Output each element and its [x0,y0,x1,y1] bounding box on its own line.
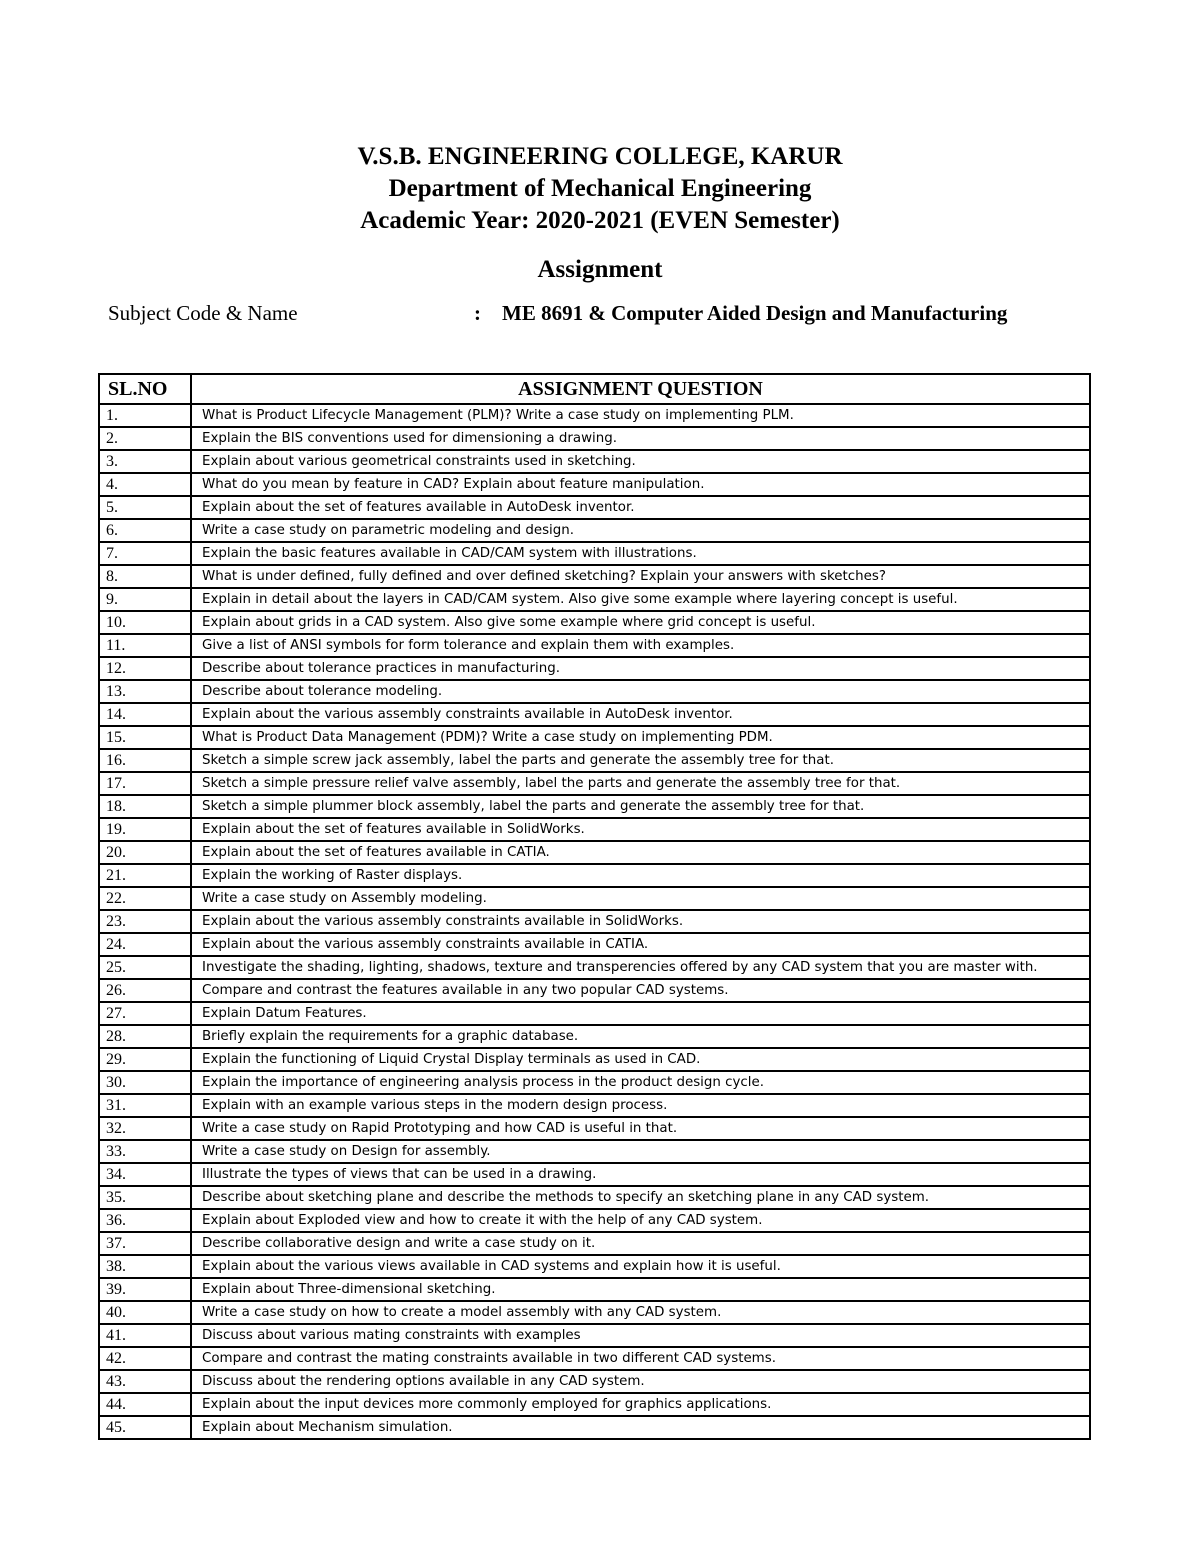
row-number: 16. [99,749,191,772]
table-row [99,1255,1090,1278]
table-row [99,818,1090,841]
row-question: Explain Datum Features. [191,1002,1090,1025]
column-header-slno: SL.NO [99,374,191,404]
row-question: Explain the BIS conventions used for dimensioning a drawing. [191,427,1090,450]
row-question: Explain about various geometrical constraints used in sketching. [191,450,1090,473]
row-number: 2. [99,427,191,450]
table-row [99,657,1090,680]
row-question: Sketch a simple screw jack assembly, label the parts and generate the assembly tree for that. [191,749,1090,772]
row-question: Sketch a simple plummer block assembly, label the parts and generate the assembly tree for that. [191,795,1090,818]
table-row [99,1209,1090,1232]
row-number: 21. [99,864,191,887]
table-row [99,634,1090,657]
row-question: Write a case study on parametric modeling and design. [191,519,1090,542]
row-number: 37. [99,1232,191,1255]
row-question: Compare and contrast the mating constraints available in two different CAD systems. [191,1347,1090,1370]
row-number: 19. [99,818,191,841]
table-row [99,1347,1090,1370]
row-number: 28. [99,1025,191,1048]
row-question: What is Product Lifecycle Management (PLM)? Write a case study on implementing PLM. [191,404,1090,427]
row-question: Discuss about the rendering options available in any CAD system. [191,1370,1090,1393]
row-question: Explain about the set of features available in CATIA. [191,841,1090,864]
table-row [99,910,1090,933]
table-row [99,1048,1090,1071]
row-number: 30. [99,1071,191,1094]
table-row [99,1025,1090,1048]
row-question: Explain the functioning of Liquid Crystal Display terminals as used in CAD. [191,1048,1090,1071]
row-number: 22. [99,887,191,910]
row-number: 31. [99,1094,191,1117]
table-row [99,1232,1090,1255]
table-body [99,404,1090,1439]
row-number: 23. [99,910,191,933]
row-question: Compare and contrast the features available in any two popular CAD systems. [191,979,1090,1002]
row-question: Write a case study on Rapid Prototyping and how CAD is useful in that. [191,1117,1090,1140]
table-row [99,427,1090,450]
table-row [99,933,1090,956]
table-row [99,565,1090,588]
table-row [99,772,1090,795]
table-row [99,588,1090,611]
row-question: Write a case study on how to create a model assembly with any CAD system. [191,1301,1090,1324]
row-number: 12. [99,657,191,680]
table-row [99,979,1090,1002]
table-row [99,841,1090,864]
row-number: 3. [99,450,191,473]
table-row [99,473,1090,496]
document-header [0,141,1200,237]
row-question: Describe about tolerance practices in manufacturing. [191,657,1090,680]
row-question: Explain about grids in a CAD system. Also give some example where grid concept is useful. [191,611,1090,634]
table-row [99,450,1090,473]
row-question: Explain about the input devices more commonly employed for graphics applications. [191,1393,1090,1416]
row-number: 11. [99,634,191,657]
row-question: Explain about Three-dimensional sketching. [191,1278,1090,1301]
row-question: What do you mean by feature in CAD? Explain about feature manipulation. [191,473,1090,496]
row-question: Discuss about various mating constraints with examples [191,1324,1090,1347]
row-number: 25. [99,956,191,979]
row-number: 32. [99,1117,191,1140]
table-row [99,542,1090,565]
row-question: Explain about the various assembly constraints available in AutoDesk inventor. [191,703,1090,726]
row-number: 33. [99,1140,191,1163]
academic-year: Academic Year: 2020-2021 (EVEN Semester) [360,207,840,234]
table-row [99,1117,1090,1140]
row-number: 40. [99,1301,191,1324]
table-row [99,519,1090,542]
table-row [99,1140,1090,1163]
row-number: 9. [99,588,191,611]
table-row [99,1393,1090,1416]
row-number: 35. [99,1186,191,1209]
row-question: Describe about sketching plane and describe the methods to specify an sketching plane in any CAD system. [191,1186,1090,1209]
row-number: 20. [99,841,191,864]
college-name: V.S.B. ENGINEERING COLLEGE, KARUR [357,143,843,170]
row-number: 42. [99,1347,191,1370]
row-number: 45. [99,1416,191,1439]
row-question: Sketch a simple pressure relief valve assembly, label the parts and generate the assembly tree for that. [191,772,1090,795]
table-row [99,611,1090,634]
row-question: Give a list of ANSI symbols for form tolerance and explain them with examples. [191,634,1090,657]
row-question: Explain about Exploded view and how to create it with the help of any CAD system. [191,1209,1090,1232]
row-question: Explain about the set of features available in AutoDesk inventor. [191,496,1090,519]
row-number: 10. [99,611,191,634]
table-row [99,404,1090,427]
row-question: Describe collaborative design and write a case study on it. [191,1232,1090,1255]
table-row [99,726,1090,749]
row-number: 43. [99,1370,191,1393]
table-row [99,1094,1090,1117]
row-question: Investigate the shading, lighting, shadows, texture and transperencies offered by any CAD system that you are master with. [191,956,1090,979]
row-question: Explain about the set of features available in SolidWorks. [191,818,1090,841]
row-number: 26. [99,979,191,1002]
row-question: Explain the importance of engineering analysis process in the product design cycle. [191,1071,1090,1094]
document-title: Assignment [537,256,663,283]
table-row [99,1301,1090,1324]
row-number: 18. [99,795,191,818]
row-number: 8. [99,565,191,588]
table-row [99,1416,1090,1439]
row-number: 4. [99,473,191,496]
row-number: 41. [99,1324,191,1347]
assignment-table [98,373,1091,1440]
row-question: Explain with an example various steps in the modern design process. [191,1094,1090,1117]
table-row [99,864,1090,887]
row-question: Explain the basic features available in CAD/CAM system with illustrations. [191,542,1090,565]
table-row [99,1278,1090,1301]
row-number: 14. [99,703,191,726]
table-row [99,703,1090,726]
subject-value: ME 8691 & Computer Aided Design and Manufacturing [502,301,1008,325]
row-number: 5. [99,496,191,519]
subject-label: Subject Code & Name [108,301,298,325]
row-number: 15. [99,726,191,749]
table-header-row [99,374,1090,404]
row-question: What is under defined, fully defined and over defined sketching? Explain your answers with sketches? [191,565,1090,588]
row-number: 36. [99,1209,191,1232]
table-row [99,496,1090,519]
row-question: Write a case study on Assembly modeling. [191,887,1090,910]
row-number: 44. [99,1393,191,1416]
row-number: 29. [99,1048,191,1071]
row-number: 17. [99,772,191,795]
table-row [99,1186,1090,1209]
row-question: Explain in detail about the layers in CAD/CAM system. Also give some example where layering concept is useful. [191,588,1090,611]
row-number: 7. [99,542,191,565]
row-number: 1. [99,404,191,427]
table-row [99,1163,1090,1186]
row-number: 39. [99,1278,191,1301]
row-number: 6. [99,519,191,542]
row-question: Explain the working of Raster displays. [191,864,1090,887]
table-row [99,1324,1090,1347]
table-row [99,795,1090,818]
department-name: Department of Mechanical Engineering [388,175,812,202]
row-question: Explain about the various assembly constraints available in SolidWorks. [191,910,1090,933]
row-question: Write a case study on Design for assembly. [191,1140,1090,1163]
row-number: 24. [99,933,191,956]
row-number: 38. [99,1255,191,1278]
row-question: Illustrate the types of views that can be used in a drawing. [191,1163,1090,1186]
row-number: 27. [99,1002,191,1025]
row-question: Explain about the various assembly constraints available in CATIA. [191,933,1090,956]
row-question: What is Product Data Management (PDM)? Write a case study on implementing PDM. [191,726,1090,749]
row-number: 13. [99,680,191,703]
table-row [99,680,1090,703]
table-row [99,1370,1090,1393]
table-row [99,749,1090,772]
subject-separator: : [474,301,481,325]
row-question: Briefly explain the requirements for a graphic database. [191,1025,1090,1048]
column-header-question: ASSIGNMENT QUESTION [191,374,1090,404]
table-row [99,887,1090,910]
table-row [99,1002,1090,1025]
table-row [99,1071,1090,1094]
row-question: Explain about the various views available in CAD systems and explain how it is useful. [191,1255,1090,1278]
table-row [99,956,1090,979]
row-number: 34. [99,1163,191,1186]
row-question: Describe about tolerance modeling. [191,680,1090,703]
row-question: Explain about Mechanism simulation. [191,1416,1090,1439]
